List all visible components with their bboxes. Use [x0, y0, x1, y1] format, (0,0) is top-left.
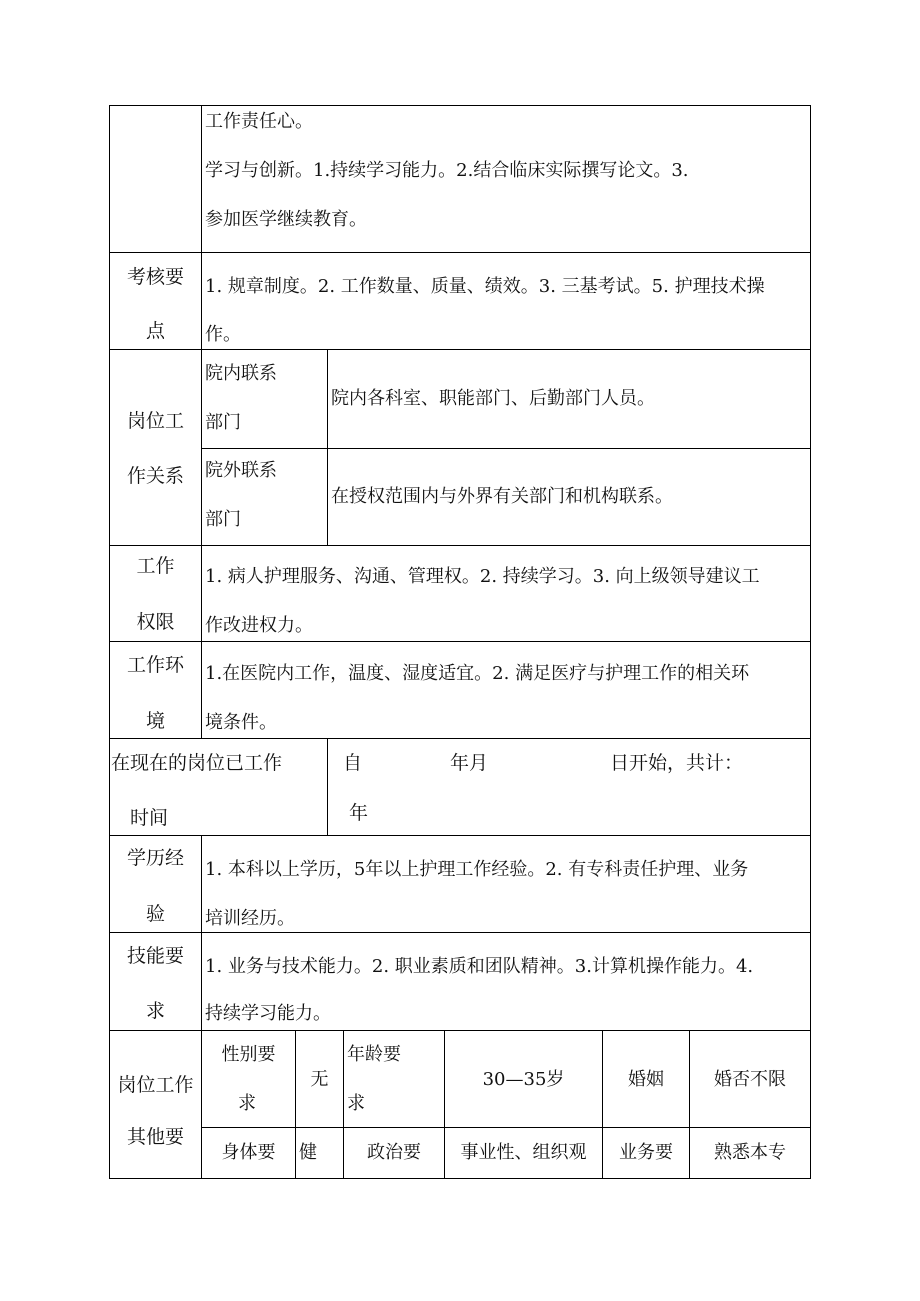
skills-label-line-1: 技能要 [126, 945, 184, 967]
rule [327, 349, 328, 545]
tenure-day-start: 日开始，共计： [610, 752, 744, 774]
education-content-line-2: 培训经历。 [205, 908, 295, 929]
internal-dept-label-line-1: 院内联系 [205, 363, 277, 384]
other-label-line-1: 岗位工作 [117, 1074, 194, 1096]
assessment-label-line-1: 考核要 [126, 266, 184, 288]
business-value: 熟悉本专 [714, 1142, 786, 1163]
tenure-year-month: 年月 [450, 752, 489, 774]
tenure-years: 年 [349, 802, 369, 824]
relations-label-line-1: 岗位工 [126, 410, 184, 432]
authority-label-line-2: 权限 [136, 611, 175, 633]
tenure-label-line-1: 在现在的岗位已工作 [111, 752, 283, 774]
external-dept-label-line-2: 部门 [205, 509, 241, 530]
rule [810, 105, 811, 1179]
age-label-line-1: 年龄要 [347, 1044, 401, 1065]
marriage-label: 婚姻 [628, 1069, 664, 1090]
political-value: 事业性、组织观 [460, 1142, 587, 1163]
gender-label-line-2: 求 [238, 1093, 256, 1114]
environment-content-line-1: 1.在医院内工作，温度、湿度适宜。2. 满足医疗与护理工作的相关环 [205, 663, 750, 684]
rule [201, 105, 202, 739]
assessment-content-line-2: 作。 [205, 324, 241, 345]
responsibility-line-1: 工作责任心。 [205, 111, 313, 132]
internal-dept-label-line-2: 部门 [205, 412, 241, 433]
assessment-label-line-2: 点 [145, 320, 165, 342]
responsibility-line-3: 参加医学继续教育。 [205, 209, 367, 230]
rule [109, 545, 811, 546]
other-label-line-2: 其他要 [126, 1126, 184, 1148]
rule [109, 1178, 811, 1179]
assessment-content-line-1: 1. 规章制度。2. 工作数量、质量、绩效。3. 三基考试。5. 护理技术操 [205, 276, 765, 297]
skills-label-line-2: 求 [145, 1000, 165, 1022]
health-label: 身体要 [221, 1142, 276, 1163]
age-label-line-2: 求 [347, 1093, 365, 1114]
rule [109, 835, 811, 836]
skills-content-line-2: 持续学习能力。 [205, 1003, 331, 1024]
rule [109, 252, 811, 253]
authority-content-line-2: 作改进权力。 [205, 615, 313, 636]
education-label-line-1: 学历经 [126, 847, 184, 869]
external-dept-label-line-1: 院外联系 [205, 460, 277, 481]
external-dept-value: 在授权范围内与外界有关部门和机构联系。 [331, 486, 673, 507]
health-value: 健 [299, 1142, 317, 1163]
tenure-label-line-2: 时间 [130, 807, 169, 829]
education-label-line-2: 验 [145, 903, 165, 925]
environment-label-line-2: 境 [145, 710, 165, 732]
tenure-from: 自 [343, 752, 363, 774]
education-content-line-1: 1. 本科以上学历，5年以上护理工作经验。2. 有专科责任护理、业务 [205, 859, 749, 880]
age-value: 30—35岁 [482, 1069, 565, 1090]
rule [201, 448, 811, 449]
relations-label-line-2: 作关系 [126, 465, 184, 487]
gender-value: 无 [310, 1069, 329, 1090]
authority-content-line-1: 1. 病人护理服务、沟通、管理权。2. 持续学习。3. 向上级领导建议工 [205, 566, 760, 587]
gender-label-line-1: 性别要 [221, 1044, 276, 1065]
authority-label-line-1: 工作 [136, 555, 175, 577]
political-label: 政治要 [367, 1142, 421, 1163]
rule [327, 738, 328, 835]
environment-content-line-2: 境条件。 [205, 712, 277, 733]
internal-dept-value: 院内各科室、职能部门、后勤部门人员。 [331, 388, 655, 409]
environment-label-line-1: 工作环 [126, 654, 184, 676]
marriage-value: 婚否不限 [714, 1069, 786, 1090]
business-label: 业务要 [619, 1142, 673, 1163]
skills-content-line-1: 1. 业务与技术能力。2. 职业素质和团队精神。3.计算机操作能力。4. [205, 956, 754, 977]
responsibility-line-2: 学习与创新。1.持续学习能力。2.结合临床实际撰写论文。3. [205, 160, 689, 181]
